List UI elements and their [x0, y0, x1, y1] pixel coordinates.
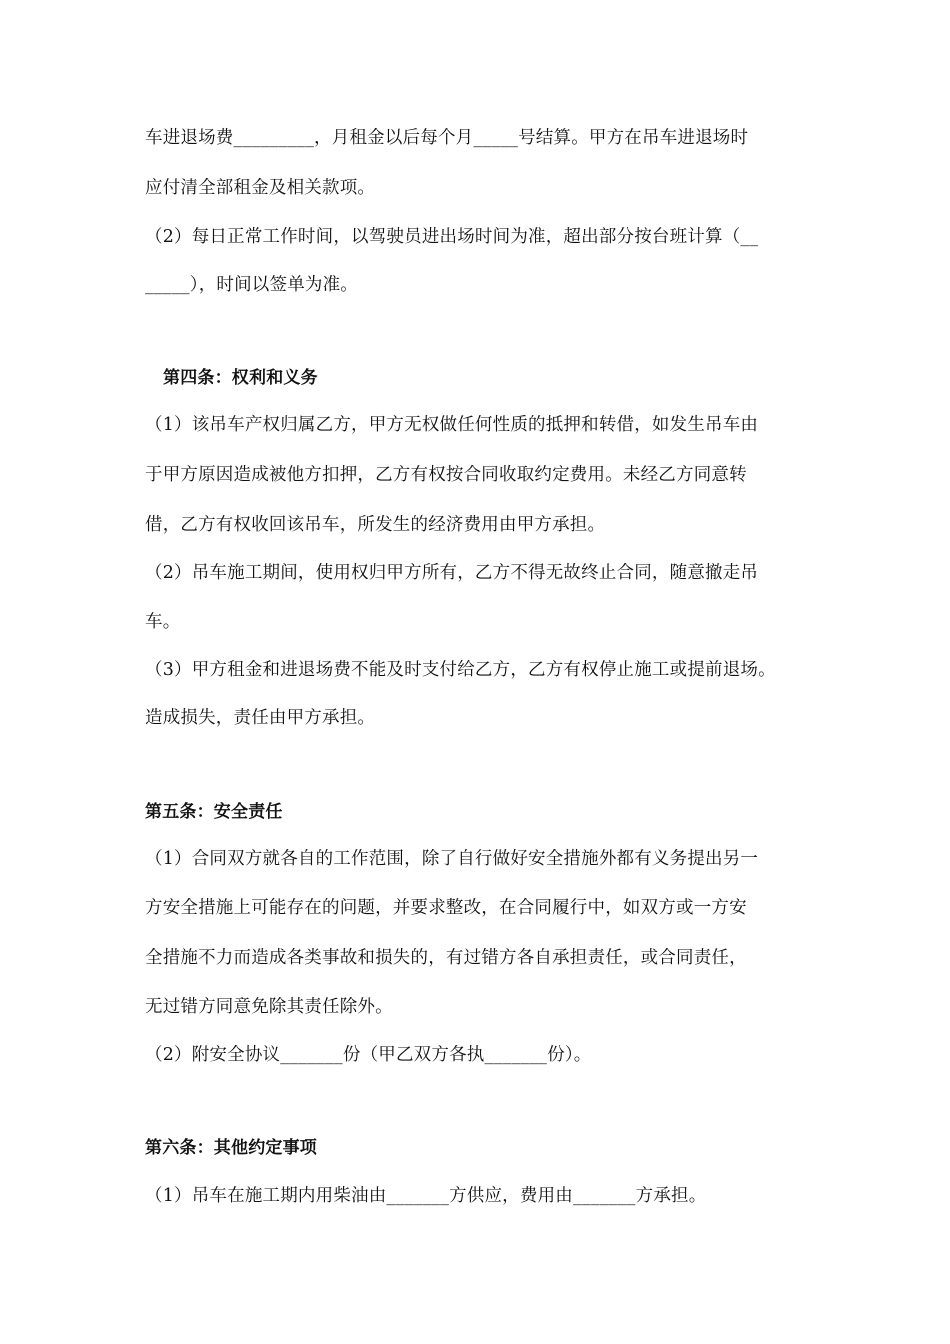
- paragraph-line: 无过错方同意免除其责任除外。: [145, 997, 393, 1017]
- paragraph-line: （2）吊车施工期间，使用权归甲方所有，乙方不得无故终止合同，随意撤走吊: [145, 563, 759, 583]
- section-heading-other: 第六条：其他约定事项: [145, 1138, 317, 1158]
- paragraph-line: 车。: [145, 612, 181, 632]
- section-heading-rights: 第四条：权利和义务: [163, 368, 318, 388]
- section-heading-safety: 第五条：安全责任: [145, 802, 283, 822]
- paragraph-line: 方安全措施上可能存在的问题，并要求整改，在合同履行中，如双方或一方安: [145, 898, 747, 918]
- paragraph-line: （2）每日正常工作时间，以驾驶员进出场时间为准，超出部分按台班计算（__: [145, 227, 759, 247]
- paragraph-line: （1）吊车在施工期内用柴油由_______方供应，费用由_______方承担。: [145, 1186, 707, 1206]
- paragraph-line: （2）附安全协议_______份（甲乙双方各执_______份）。: [145, 1045, 592, 1065]
- paragraph-line: 车进退场费_________，月租金以后每个月_____号结算。甲方在吊车进退场时: [145, 128, 749, 148]
- paragraph-line: _____），时间以签单为准。: [145, 275, 358, 295]
- paragraph-line: 借，乙方有权收回该吊车，所发生的经济费用由甲方承担。: [145, 515, 606, 535]
- paragraph-line: （1）该吊车产权归属乙方，甲方无权做任何性质的抵押和转借，如发生吊车由: [145, 415, 759, 435]
- paragraph-line: 于甲方原因造成被他方扣押，乙方有权按合同收取约定费用。未经乙方同意转: [145, 465, 747, 485]
- paragraph-line: （3）甲方租金和进退场费不能及时支付给乙方，乙方有权停止施工或提前退场。: [145, 660, 776, 680]
- paragraph-line: 应付清全部租金及相关款项。: [145, 178, 376, 198]
- paragraph-line: 造成损失，责任由甲方承担。: [145, 708, 376, 728]
- paragraph-line: 全措施不力而造成各类事故和损失的，有过错方各自承担责任，或合同责任，: [145, 948, 747, 968]
- paragraph-line: （1）合同双方就各自的工作范围，除了自行做好安全措施外都有义务提出另一: [145, 849, 759, 869]
